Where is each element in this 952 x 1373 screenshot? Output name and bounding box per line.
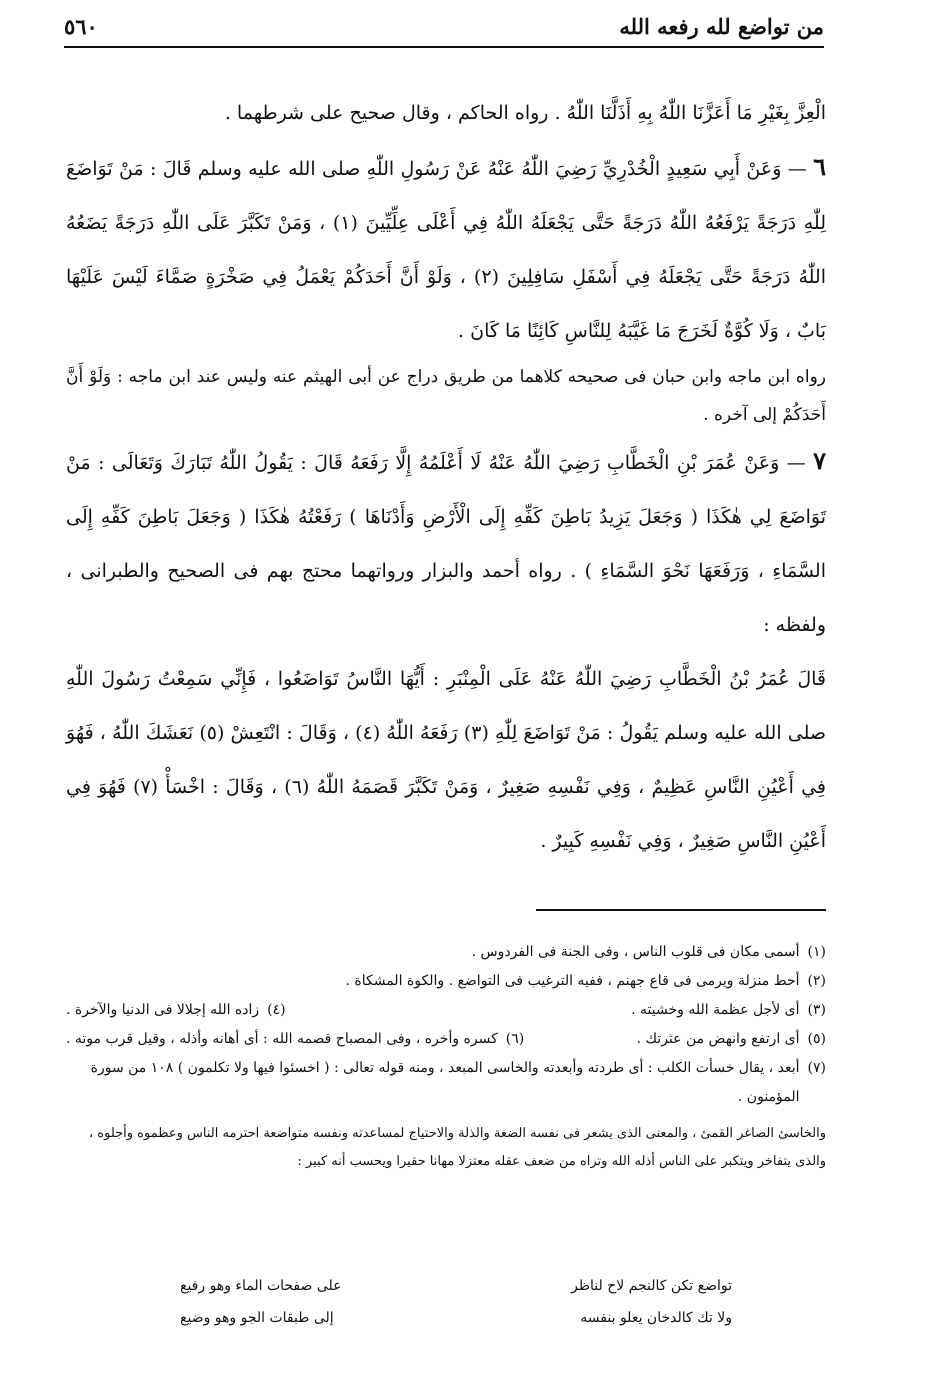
footnote-text: زاده الله إجلالا فى الدنيا والآخرة . [66,1002,260,1018]
poem [180,1270,732,1334]
footnote-2 [66,967,826,996]
hadith-7-continuation: قَالَ عُمَرُ بْنُ الْخَطَّابِ رَضِيَ اللّٰهُ عَنْهُ عَلَى الْمِنْبَرِ : أَيُّهَا النَّاسُ تَوَاضَعُوا ، فَإِنِّي سَمِعْتُ رَسُولَ اللّٰهِ صلى الله عليه وسلم يَقُولُ : مَنْ تَوَاضَعَ لِلّٰهِ (٣) رَفَعَهُ اللّٰهُ (٤) ، وَقَالَ : انْتَعِشْ (٥) نَعَشَكَ اللّٰهُ ، فَهُوَ فِي أَعْيُنِ النَّاسِ عَظِيمٌ ، وَفِي نَفْسِهِ صَغِيرٌ ، وَمَنْ تَكَبَّرَ قَصَمَهُ اللّٰهُ (٦) ، وَقَالَ : اخْسَأْ (٧) فَهُوَ فِي أَعْيُنِ النَّاسِ صَغِيرٌ ، وَفِي نَفْسِهِ كَبِيرٌ . [66,668,826,852]
hadith-7 [66,434,826,652]
footnote-5 [637,1025,826,1054]
hadith-7-text: — وَعَنْ عُمَرَ بْنِ الْخَطَّابِ رَضِيَ اللّٰهُ عَنْهُ لَا أَعْلَمُهُ إِلَّا رَفَعَهُ قَالَ : يَقُولُ اللّٰهُ تَبَارَكَ وَتَعَالَى : مَنْ تَوَاضَعَ لِي هٰكَذَا ( وَجَعَلَ يَزِيدُ بَاطِنَ كَفِّهِ إِلَى الْأَرْضِ وَأَدْنَاهَا ) رَفَعْتُهُ هٰكَذَا ( وَجَعَلَ بَاطِنَ كَفِّهِ إِلَى السَّمَاءِ ، وَرَفَعَهَا نَحْوَ السَّمَاءِ ) . رواه أحمد والبزار ورواتهما محتج بهم فى الصحيح والطبرانى ، ولفظه : [66,452,826,636]
page-header [64,6,824,48]
footnote-number: (١) [807,944,826,960]
footnote-text: كسره وأخره ، وفى المصباح قصمه الله : أى أهانه وأذله ، وقيل قرب موته . [66,1031,498,1047]
hadith-6-text: — وَعَنْ أَبِي سَعِيدٍ الْخُدْرِيِّ رَضِيَ اللّٰهُ عَنْهُ عَنْ رَسُولِ اللّٰهِ صلى الله عليه وسلم قَالَ : مَنْ تَوَاضَعَ لِلّٰهِ دَرَجَةً يَرْفَعُهُ اللّٰهُ دَرَجَةً حَتَّى يَجْعَلَهُ اللّٰهُ فِي أَعْلَى عِلِّيِّينَ (١) ، وَمَنْ تَكَبَّرَ عَلَى اللّٰهِ دَرَجَةً يَضَعُهُ اللّٰهُ دَرَجَةً حَتَّى يَجْعَلَهُ فِي أَسْفَلِ سَافِلِينَ (٢) ، وَلَوْ أَنَّ أَحَدَكُمْ يَعْمَلُ فِي صَخْرَةٍ صَمَّاءَ لَيْسَ عَلَيْهَا بَابٌ ، وَلَا كُوَّةٌ لَخَرَجَ مَا غَيَّبَهُ لِلنَّاسِ كَائِنًا مَا كَانَ . [66,158,827,342]
page-number: ٥٦٠ [64,13,98,39]
footnote-text: أى ارتفع وانهض من عثرتك . [636,1031,800,1047]
footnote-1 [66,938,826,967]
footnote-row-3-4 [66,996,826,1025]
footnote-6 [66,1025,524,1054]
poem-verse-1 [180,1270,732,1302]
hemistich: على صفحات الماء وهو رفيع [180,1278,342,1294]
hadith-6-number: ٦ [813,152,826,181]
hemistich: ولا تك كالدخان يعلو بنفسه [580,1310,732,1326]
footnote-7 [66,1054,826,1112]
main-text [66,86,826,868]
footnote-number: (٥) [807,1031,826,1047]
paragraph-1: الْعِزَّ بِغَيْرِ مَا أَعَزَّنَا اللّٰهُ بِهِ أَذَلَّنَا اللّٰهُ . رواه الحاكم ، وقال صحيح على شرطهما . [224,102,826,124]
poem-verse-2 [180,1302,732,1334]
hemistich: تواضع تكن كالنجم لاح لناظر [571,1278,732,1294]
footnote-number: (٣) [807,1002,826,1018]
footnote-4 [66,996,286,1025]
footnote-text: أحط منزلة ويرمى فى قاع جهنم ، ففيه الترغيب فى التواضع . والكوة المشكاة . [345,973,800,989]
hadith-6-source: رواه ابن ماجه وابن حبان فى صحيحه كلاهما من طريق دراج عن أبى الهيثم عنه وليس عند ابن ماجه : وَلَوْ أَنَّ أَحَدَكُمْ إلى آخره . [66,367,826,425]
footnote-text: أسمى مكان فى قلوب الناس ، وفى الجنة فى الفردوس . [471,944,800,960]
footnote-text: أى لأجل عظمة الله وخشيته . [631,1002,800,1018]
footnote-3 [631,996,826,1025]
footnote-text: أبعد ، يقال خسأت الكلب : أى طردته وأبعدته والخاسى المبعد ، ومنه قوله تعالى : ( اخسئوا فيها ولا تكلمون ) ١٠٨ من سورة المؤمنون . [90,1060,800,1105]
footnote-commentary: والخاسئ الصاغر القمئ ، والمعنى الذى يشعر فى نفسه الضعة والذلة والاحتياج لمساعدته ونفسه متواضعة احترمه الناس وعظموه وأجلوه ، والذى يتفاخر ويتكبر على الناس أذله الله وتراه من ضعف عقله معتزلا مهانا حقيرا ويحسب أنه كبير : [88,1126,826,1169]
footnote-number: (٤) [267,1002,286,1018]
hemistich: إلى طبقات الجو وهو وضيع [180,1310,334,1326]
footnote-row-5-6 [66,1025,826,1054]
footnotes [66,938,826,1176]
footnote-divider [536,909,826,911]
hadith-6 [66,140,826,358]
footnote-number: (٧) [807,1060,826,1076]
hadith-7-number: ٧ [813,446,826,475]
footnote-number: (٢) [807,973,826,989]
footnote-number: (٦) [505,1031,525,1047]
running-title: من تواضع لله رفعه الله [619,13,824,39]
